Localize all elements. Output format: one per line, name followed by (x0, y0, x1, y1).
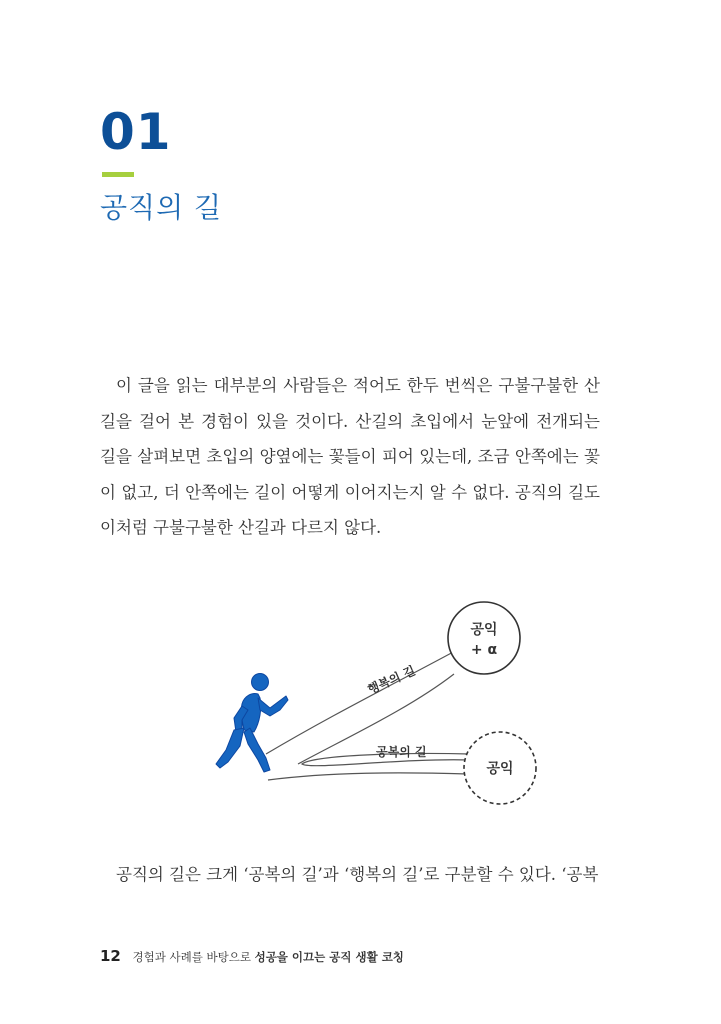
page-footer (100, 946, 404, 967)
public-interest-plus-alpha-circle (448, 602, 520, 674)
upper-circle-label-line2: + α (470, 642, 498, 658)
happiness-path-upper-line (266, 650, 457, 754)
path-diagram (200, 598, 550, 812)
public-service-path-outer-line (268, 773, 468, 780)
body-paragraph-2: 공직의 길은 크게 ‘공복의 길’과 ‘행복의 길’로 구분할 수 있다. ‘공복 (116, 865, 599, 884)
happiness-path-label: 행복의 길 (365, 663, 418, 697)
chapter-number: 01 (100, 103, 172, 161)
walking-person-icon (216, 674, 288, 773)
chapter-title: 공직의 길 (100, 191, 223, 224)
page-number: 12 (100, 947, 121, 965)
lower-circle-label: 공익 (486, 761, 514, 777)
book-title-bold: 성공을 이끄는 공직 생활 코칭 (254, 950, 404, 964)
public-service-path-label: 공복의 길 (376, 745, 427, 759)
body-paragraph-1: 이 글을 읽는 대부분의 사람들은 적어도 한두 번씩은 구불구불한 산길을 걸어 본 경험이 있을 것이다. 산길의 초입에서 눈앞에 전개되는 길을 살펴보면 초입의 양옆에는 꽃들이 피어 있는데, 조금 안쪽에는 꽃이 없고, 더 안쪽에는 길이 어떻게 이어지는지 알 수 없다. 공직의 길도 이처럼 구불구불한 산길과 다르지 않다. (100, 376, 600, 537)
book-title-regular: 경험과 사례를 바탕으로 (132, 950, 251, 964)
upper-circle-label-line1: 공익 (470, 622, 498, 638)
chapter-accent-rule (102, 172, 134, 177)
